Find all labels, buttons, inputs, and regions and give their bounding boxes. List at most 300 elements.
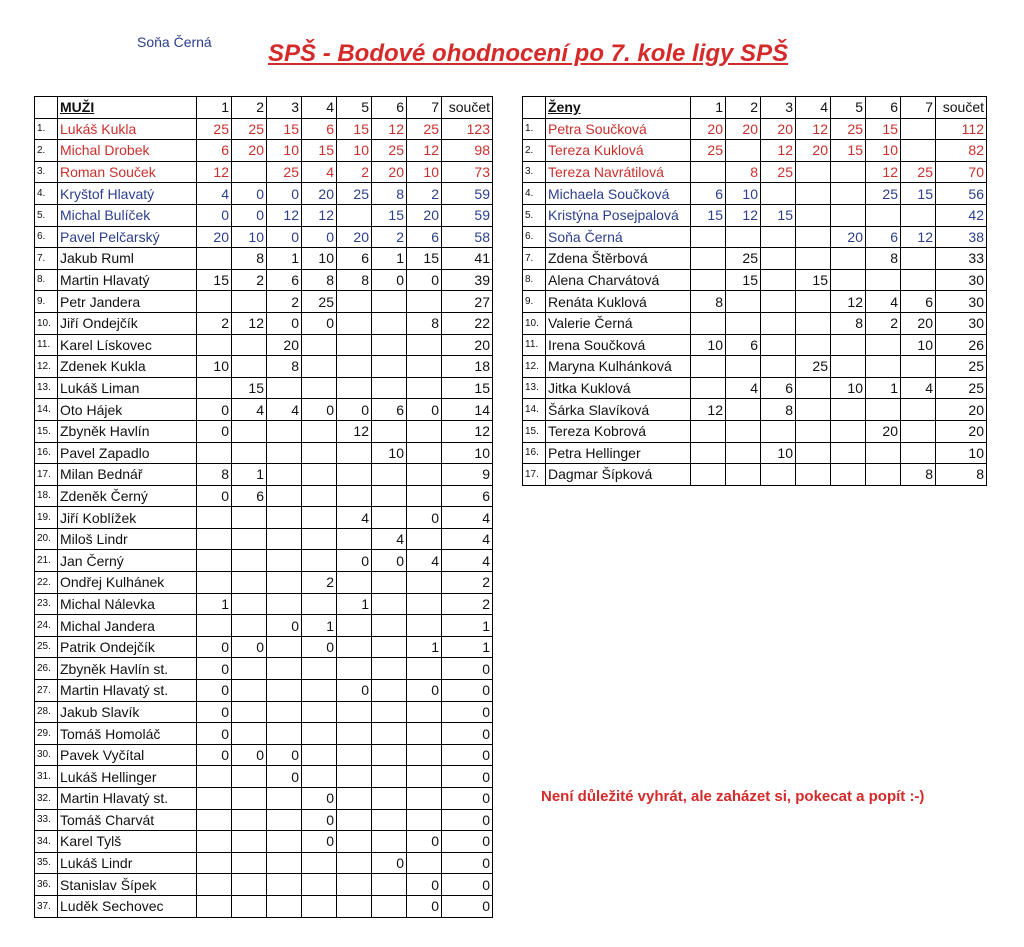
round-score xyxy=(761,226,796,248)
round-score xyxy=(831,356,866,378)
player-name: Petra Hellinger xyxy=(546,442,691,464)
round-score: 0 xyxy=(372,269,407,291)
round-score: 2 xyxy=(372,226,407,248)
round-score: 12 xyxy=(407,140,442,162)
rank-cell: 25. xyxy=(35,636,58,658)
column-header: 1 xyxy=(197,97,232,119)
round-score xyxy=(302,874,337,896)
table-row xyxy=(35,291,493,313)
round-score: 10 xyxy=(761,442,796,464)
round-score: 8 xyxy=(726,161,761,183)
player-name: Tereza Navrátilová xyxy=(546,161,691,183)
column-header: 6 xyxy=(372,97,407,119)
round-score xyxy=(761,356,796,378)
table-row xyxy=(523,226,987,248)
table-header-row xyxy=(35,97,493,119)
round-score: 4 xyxy=(372,528,407,550)
total-score: 10 xyxy=(936,442,987,464)
table-row xyxy=(35,593,493,615)
total-score: 15 xyxy=(442,377,493,399)
rank-cell: 34. xyxy=(35,831,58,853)
column-header: 3 xyxy=(267,97,302,119)
table-row xyxy=(35,528,493,550)
total-score: 123 xyxy=(442,118,493,140)
rank-cell: 35. xyxy=(35,852,58,874)
round-score: 25 xyxy=(372,140,407,162)
round-score xyxy=(691,442,726,464)
round-score xyxy=(302,593,337,615)
table-row xyxy=(35,377,493,399)
rank-cell: 33. xyxy=(35,809,58,831)
round-score xyxy=(267,420,302,442)
round-score: 0 xyxy=(197,680,232,702)
player-name: Stanislav Šípek xyxy=(58,874,197,896)
player-name: Lukáš Hellinger xyxy=(58,766,197,788)
player-name: Martin Hlavatý st. xyxy=(58,680,197,702)
table-row xyxy=(35,831,493,853)
total-score: 39 xyxy=(442,269,493,291)
player-name: Kristýna Posejpalová xyxy=(546,204,691,226)
table-row xyxy=(35,356,493,378)
round-score: 15 xyxy=(761,204,796,226)
round-score xyxy=(302,895,337,917)
round-score: 12 xyxy=(302,204,337,226)
round-score: 4 xyxy=(267,399,302,421)
player-name: Tomáš Charvát xyxy=(58,809,197,831)
round-score: 10 xyxy=(267,140,302,162)
rank-cell: 1. xyxy=(35,118,58,140)
round-score: 0 xyxy=(302,226,337,248)
round-score xyxy=(337,809,372,831)
table-row xyxy=(35,723,493,745)
player-name: Valerie Černá xyxy=(546,312,691,334)
total-score: 18 xyxy=(442,356,493,378)
total-score: 58 xyxy=(442,226,493,248)
round-score xyxy=(901,442,936,464)
rank-cell: 1. xyxy=(523,118,546,140)
round-score xyxy=(337,723,372,745)
round-score: 8 xyxy=(267,356,302,378)
round-score xyxy=(197,572,232,594)
rank-cell: 12. xyxy=(35,356,58,378)
player-name: Petr Jandera xyxy=(58,291,197,313)
total-score: 0 xyxy=(442,658,493,680)
round-score: 0 xyxy=(197,204,232,226)
round-score xyxy=(337,442,372,464)
round-score xyxy=(197,809,232,831)
round-score xyxy=(901,248,936,270)
round-score xyxy=(337,874,372,896)
player-name: Luděk Sechovec xyxy=(58,895,197,917)
column-header: 2 xyxy=(232,97,267,119)
table-row xyxy=(35,615,493,637)
total-score: 33 xyxy=(936,248,987,270)
round-score xyxy=(267,852,302,874)
round-score: 8 xyxy=(691,291,726,313)
round-score: 1 xyxy=(267,248,302,270)
table-row xyxy=(35,226,493,248)
round-score xyxy=(407,464,442,486)
round-score xyxy=(232,658,267,680)
total-score: 0 xyxy=(442,831,493,853)
round-score xyxy=(796,442,831,464)
round-score xyxy=(901,399,936,421)
round-score: 0 xyxy=(197,420,232,442)
total-score: 0 xyxy=(442,788,493,810)
round-score xyxy=(407,744,442,766)
round-score: 20 xyxy=(232,140,267,162)
round-score: 15 xyxy=(372,204,407,226)
round-score: 0 xyxy=(337,550,372,572)
total-score: 0 xyxy=(442,701,493,723)
total-score: 27 xyxy=(442,291,493,313)
player-name: Martin Hlavatý xyxy=(58,269,197,291)
round-score xyxy=(372,744,407,766)
round-score xyxy=(901,269,936,291)
total-score: 2 xyxy=(442,572,493,594)
player-name: Jiří Ondejčík xyxy=(58,312,197,334)
round-score xyxy=(232,809,267,831)
round-score xyxy=(372,464,407,486)
rank-cell: 15. xyxy=(35,420,58,442)
round-score: 25 xyxy=(761,161,796,183)
table-row xyxy=(523,248,987,270)
player-name: Michaela Součková xyxy=(546,183,691,205)
round-score xyxy=(372,593,407,615)
rank-cell: 9. xyxy=(523,291,546,313)
table-row xyxy=(523,183,987,205)
rank-cell: 11. xyxy=(35,334,58,356)
round-score xyxy=(232,831,267,853)
round-score: 15 xyxy=(337,118,372,140)
round-score: 6 xyxy=(197,140,232,162)
round-score xyxy=(267,377,302,399)
player-name: Roman Souček xyxy=(58,161,197,183)
rank-cell: 8. xyxy=(523,269,546,291)
table-row xyxy=(35,140,493,162)
round-score: 10 xyxy=(372,442,407,464)
column-header: 3 xyxy=(761,97,796,119)
round-score xyxy=(267,636,302,658)
player-name: Michal Drobek xyxy=(58,140,197,162)
round-score xyxy=(197,528,232,550)
table-row xyxy=(35,680,493,702)
section-heading: MUŽI xyxy=(58,97,197,119)
total-score: 4 xyxy=(442,507,493,529)
round-score xyxy=(407,809,442,831)
round-score xyxy=(197,248,232,270)
round-score xyxy=(372,615,407,637)
table-row xyxy=(35,442,493,464)
round-score xyxy=(407,356,442,378)
round-score xyxy=(407,420,442,442)
round-score xyxy=(337,744,372,766)
rank-cell: 2. xyxy=(35,140,58,162)
round-score xyxy=(267,572,302,594)
rank-cell: 4. xyxy=(35,183,58,205)
round-score: 0 xyxy=(197,636,232,658)
round-score xyxy=(302,701,337,723)
round-score: 6 xyxy=(691,183,726,205)
player-name: Alena Charvátová xyxy=(546,269,691,291)
total-score: 82 xyxy=(936,140,987,162)
round-score xyxy=(302,377,337,399)
round-score: 20 xyxy=(267,334,302,356)
round-score xyxy=(726,442,761,464)
round-score xyxy=(232,895,267,917)
round-score xyxy=(726,356,761,378)
round-score xyxy=(372,485,407,507)
player-name: Zdeněk Černý xyxy=(58,485,197,507)
rank-cell: 3. xyxy=(523,161,546,183)
column-header: 5 xyxy=(831,97,866,119)
round-score xyxy=(796,399,831,421)
round-score xyxy=(337,528,372,550)
round-score: 0 xyxy=(232,636,267,658)
round-score xyxy=(267,680,302,702)
round-score xyxy=(337,572,372,594)
round-score: 0 xyxy=(302,831,337,853)
round-score: 10 xyxy=(302,248,337,270)
round-score: 20 xyxy=(337,226,372,248)
round-score: 0 xyxy=(267,183,302,205)
total-score: 25 xyxy=(936,356,987,378)
round-score: 0 xyxy=(372,550,407,572)
round-score xyxy=(796,248,831,270)
round-score xyxy=(302,766,337,788)
round-score: 6 xyxy=(232,485,267,507)
round-score: 12 xyxy=(691,399,726,421)
round-score: 2 xyxy=(197,312,232,334)
player-name: Zbyněk Havlín st. xyxy=(58,658,197,680)
round-score xyxy=(691,377,726,399)
header-blank-cell xyxy=(35,97,58,119)
rank-cell: 16. xyxy=(35,442,58,464)
total-score: 8 xyxy=(936,464,987,486)
round-score xyxy=(372,377,407,399)
total-score: 73 xyxy=(442,161,493,183)
round-score xyxy=(691,248,726,270)
total-score: 30 xyxy=(936,269,987,291)
round-score xyxy=(726,140,761,162)
round-score xyxy=(691,464,726,486)
round-score xyxy=(302,507,337,529)
total-score: 98 xyxy=(442,140,493,162)
round-score xyxy=(232,593,267,615)
table-row xyxy=(35,464,493,486)
round-score xyxy=(831,334,866,356)
round-score: 6 xyxy=(726,334,761,356)
round-score xyxy=(267,723,302,745)
round-score: 20 xyxy=(761,118,796,140)
round-score xyxy=(232,550,267,572)
player-name: Petra Součková xyxy=(546,118,691,140)
round-score xyxy=(726,226,761,248)
round-score: 12 xyxy=(726,204,761,226)
round-score: 12 xyxy=(197,161,232,183)
player-name: Michal Jandera xyxy=(58,615,197,637)
round-score xyxy=(197,874,232,896)
round-score: 12 xyxy=(761,140,796,162)
round-score xyxy=(267,809,302,831)
round-score xyxy=(831,204,866,226)
rank-cell: 19. xyxy=(35,507,58,529)
round-score: 0 xyxy=(232,744,267,766)
table-header-row xyxy=(523,97,987,119)
round-score: 0 xyxy=(407,874,442,896)
round-score xyxy=(866,399,901,421)
round-score: 15 xyxy=(197,269,232,291)
round-score: 0 xyxy=(302,636,337,658)
table-row xyxy=(523,377,987,399)
total-score: 0 xyxy=(442,852,493,874)
round-score: 2 xyxy=(407,183,442,205)
round-score xyxy=(232,334,267,356)
player-name: Jitka Kuklová xyxy=(546,377,691,399)
round-score: 0 xyxy=(407,269,442,291)
round-score xyxy=(197,291,232,313)
round-score: 15 xyxy=(232,377,267,399)
rank-cell: 2. xyxy=(523,140,546,162)
total-score: 4 xyxy=(442,528,493,550)
round-score xyxy=(232,874,267,896)
table-row xyxy=(35,895,493,917)
round-score xyxy=(232,788,267,810)
table-row xyxy=(523,420,987,442)
player-name: Michal Bulíček xyxy=(58,204,197,226)
round-score: 0 xyxy=(197,744,232,766)
player-name: Jakub Slavík xyxy=(58,701,197,723)
round-score xyxy=(337,658,372,680)
total-score: 56 xyxy=(936,183,987,205)
round-score: 0 xyxy=(267,615,302,637)
round-score xyxy=(407,766,442,788)
table-row xyxy=(523,312,987,334)
women-table xyxy=(522,96,987,486)
round-score xyxy=(796,183,831,205)
round-score xyxy=(372,809,407,831)
total-score: 4 xyxy=(442,550,493,572)
round-score xyxy=(232,723,267,745)
round-score xyxy=(407,615,442,637)
round-score: 2 xyxy=(337,161,372,183)
rank-cell: 6. xyxy=(35,226,58,248)
round-score: 15 xyxy=(796,269,831,291)
round-score xyxy=(866,204,901,226)
rank-cell: 16. xyxy=(523,442,546,464)
round-score xyxy=(267,528,302,550)
total-score: 0 xyxy=(442,744,493,766)
round-score xyxy=(831,442,866,464)
round-score xyxy=(831,161,866,183)
total-score: 0 xyxy=(442,895,493,917)
round-score xyxy=(267,507,302,529)
total-score: 38 xyxy=(936,226,987,248)
round-score xyxy=(901,140,936,162)
round-score: 0 xyxy=(372,852,407,874)
rank-cell: 7. xyxy=(35,248,58,270)
round-score xyxy=(372,874,407,896)
total-score: 2 xyxy=(442,593,493,615)
round-score xyxy=(337,701,372,723)
round-score: 4 xyxy=(866,291,901,313)
round-score: 25 xyxy=(302,291,337,313)
rank-cell: 14. xyxy=(35,399,58,421)
player-name: Lukáš Kukla xyxy=(58,118,197,140)
round-score: 10 xyxy=(691,334,726,356)
round-score xyxy=(267,442,302,464)
table-row xyxy=(35,744,493,766)
round-score xyxy=(866,464,901,486)
round-score: 6 xyxy=(337,248,372,270)
round-score: 0 xyxy=(337,399,372,421)
rank-cell: 3. xyxy=(35,161,58,183)
total-score: 30 xyxy=(936,312,987,334)
round-score xyxy=(197,550,232,572)
player-name: Oto Hájek xyxy=(58,399,197,421)
round-score xyxy=(197,334,232,356)
rank-cell: 32. xyxy=(35,788,58,810)
round-score xyxy=(232,420,267,442)
rank-cell: 10. xyxy=(35,312,58,334)
total-score: 12 xyxy=(442,420,493,442)
round-score xyxy=(302,550,337,572)
round-score xyxy=(337,485,372,507)
round-score xyxy=(302,744,337,766)
table-row xyxy=(35,636,493,658)
player-name: Karel Tylš xyxy=(58,831,197,853)
round-score xyxy=(337,291,372,313)
round-score: 12 xyxy=(796,118,831,140)
round-score xyxy=(337,356,372,378)
round-score: 20 xyxy=(831,226,866,248)
total-score: 10 xyxy=(442,442,493,464)
round-score xyxy=(232,572,267,594)
round-score: 0 xyxy=(302,788,337,810)
total-score: 0 xyxy=(442,680,493,702)
column-header: 7 xyxy=(901,97,936,119)
round-score xyxy=(337,636,372,658)
round-score xyxy=(372,334,407,356)
round-score xyxy=(302,680,337,702)
round-score: 8 xyxy=(407,312,442,334)
round-score xyxy=(407,723,442,745)
round-score xyxy=(761,183,796,205)
table-row xyxy=(35,550,493,572)
round-score: 4 xyxy=(901,377,936,399)
rank-cell: 30. xyxy=(35,744,58,766)
table-row xyxy=(35,766,493,788)
player-name: Zbyněk Havlín xyxy=(58,420,197,442)
round-score: 0 xyxy=(302,312,337,334)
round-score: 0 xyxy=(407,399,442,421)
round-score xyxy=(407,334,442,356)
round-score xyxy=(761,464,796,486)
round-score: 12 xyxy=(901,226,936,248)
round-score xyxy=(267,658,302,680)
round-score xyxy=(831,399,866,421)
rank-cell: 8. xyxy=(35,269,58,291)
round-score: 8 xyxy=(761,399,796,421)
round-score xyxy=(831,464,866,486)
total-score: 70 xyxy=(936,161,987,183)
header-blank-cell xyxy=(523,97,546,119)
round-score xyxy=(337,766,372,788)
player-name: Lukáš Lindr xyxy=(58,852,197,874)
player-name: Pavel Zapadlo xyxy=(58,442,197,464)
player-name: Lukáš Liman xyxy=(58,377,197,399)
round-score xyxy=(337,377,372,399)
